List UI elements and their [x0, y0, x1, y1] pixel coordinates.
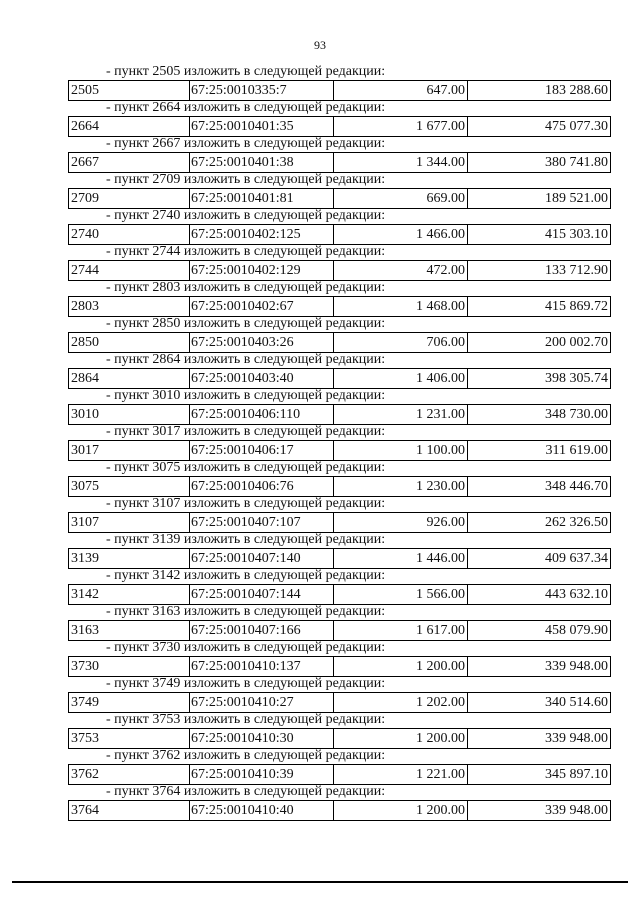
cadastral-number-cell: 67:25:0010401:38 [190, 153, 334, 172]
table-row [68, 692, 611, 713]
amendment-caption: - пункт 3017 изложить в следующей редакции: [106, 424, 386, 439]
cadastral-number-cell: 67:25:0010407:144 [190, 585, 334, 604]
amendment-entry [68, 172, 613, 208]
table-row [68, 116, 611, 137]
item-number-cell: 2744 [69, 261, 190, 280]
cadastral-value-cell: 443 632.10 [545, 587, 608, 602]
amendment-caption: - пункт 2744 изложить в следующей редакции: [106, 244, 386, 259]
cadastral-value-cell: 415 869.72 [545, 299, 608, 314]
cadastral-number-cell: 67:25:0010335:7 [190, 81, 334, 100]
item-number-cell: 2664 [69, 117, 190, 136]
amendment-caption: - пункт 3163 изложить в следующей редакции: [106, 604, 386, 619]
item-number-cell: 3163 [69, 621, 190, 640]
area-cell: 1 200.00 [334, 657, 468, 676]
amendment-caption: - пункт 3753 изложить в следующей редакции: [106, 712, 386, 727]
amendment-caption: - пункт 2803 изложить в следующей редакции: [106, 280, 386, 295]
area-cell: 1 617.00 [334, 621, 468, 640]
cadastral-number-cell: 67:25:0010401:81 [190, 189, 334, 208]
area-cell: 1 466.00 [334, 225, 468, 244]
amendment-caption: - пункт 2667 изложить в следующей редакции: [106, 136, 386, 151]
cadastral-value-cell: 262 326.50 [545, 515, 608, 530]
amendment-entry [68, 280, 613, 316]
table-row [68, 224, 611, 245]
table-row [68, 800, 611, 821]
amendment-entry [68, 316, 613, 352]
cadastral-number-cell: 67:25:0010410:27 [190, 693, 334, 712]
cadastral-value-cell: 339 948.00 [545, 803, 608, 818]
table-row [68, 512, 611, 533]
table-row [68, 296, 611, 317]
table-row [68, 368, 611, 389]
cadastral-number-cell: 67:25:0010401:35 [190, 117, 334, 136]
amendment-entry [68, 424, 613, 460]
cadastral-value-cell: 458 079.90 [545, 623, 608, 638]
cadastral-number-cell: 67:25:0010410:40 [190, 801, 334, 820]
amendment-caption: - пункт 3075 изложить в следующей редакции: [106, 460, 386, 475]
table-row [68, 332, 611, 353]
area-cell: 1 100.00 [334, 441, 468, 460]
item-number-cell: 3010 [69, 405, 190, 424]
page-number: 93 [314, 38, 326, 52]
amendment-entry [68, 604, 613, 640]
cadastral-value-cell: 475 077.30 [545, 119, 608, 134]
cadastral-value-cell: 340 514.60 [545, 695, 608, 710]
cadastral-value-cell: 348 730.00 [545, 407, 608, 422]
item-number-cell: 3107 [69, 513, 190, 532]
item-number-cell: 3139 [69, 549, 190, 568]
table-row [68, 548, 611, 569]
amendment-entry [68, 640, 613, 676]
area-cell: 1 406.00 [334, 369, 468, 388]
amendment-entry [68, 784, 613, 820]
item-number-cell: 3749 [69, 693, 190, 712]
cadastral-value-cell: 348 446.70 [545, 479, 608, 494]
area-cell: 1 446.00 [334, 549, 468, 568]
amendment-entry [68, 388, 613, 424]
item-number-cell: 2850 [69, 333, 190, 352]
amendment-caption: - пункт 2850 изложить в следующей редакции: [106, 316, 386, 331]
area-cell: 1 231.00 [334, 405, 468, 424]
amendment-caption: - пункт 3749 изложить в следующей редакции: [106, 676, 386, 691]
amendment-caption: - пункт 3142 изложить в следующей редакции: [106, 568, 386, 583]
amendment-entry [68, 136, 613, 172]
amendment-caption: - пункт 2864 изложить в следующей редакции: [106, 352, 386, 367]
amendment-entry [68, 64, 613, 100]
amendment-caption: - пункт 2709 изложить в следующей редакции: [106, 172, 386, 187]
cadastral-value-cell: 339 948.00 [545, 659, 608, 674]
cadastral-number-cell: 67:25:0010406:110 [190, 405, 334, 424]
table-row [68, 764, 611, 785]
amendment-caption: - пункт 3730 изложить в следующей редакции: [106, 640, 386, 655]
cadastral-number-cell: 67:25:0010410:30 [190, 729, 334, 748]
amendment-entry [68, 568, 613, 604]
area-cell: 1 344.00 [334, 153, 468, 172]
cadastral-number-cell: 67:25:0010406:17 [190, 441, 334, 460]
area-cell: 1 202.00 [334, 693, 468, 712]
item-number-cell: 2667 [69, 153, 190, 172]
amendment-caption: - пункт 3010 изложить в следующей редакции: [106, 388, 386, 403]
area-cell: 1 200.00 [334, 729, 468, 748]
cadastral-number-cell: 67:25:0010406:76 [190, 477, 334, 496]
amendment-caption: - пункт 3139 изложить в следующей редакции: [106, 532, 386, 547]
area-cell: 1 468.00 [334, 297, 468, 316]
amendment-entry [68, 532, 613, 568]
area-cell: 706.00 [334, 333, 468, 352]
amendment-entry [68, 244, 613, 280]
area-cell: 1 221.00 [334, 765, 468, 784]
cadastral-value-cell: 133 712.90 [545, 263, 608, 278]
item-number-cell: 2709 [69, 189, 190, 208]
cadastral-value-cell: 339 948.00 [545, 731, 608, 746]
table-row [68, 728, 611, 749]
cadastral-number-cell: 67:25:0010403:40 [190, 369, 334, 388]
amendment-caption: - пункт 2740 изложить в следующей редакции: [106, 208, 386, 223]
amendment-entry [68, 496, 613, 532]
cadastral-number-cell: 67:25:0010402:125 [190, 225, 334, 244]
amendment-caption: - пункт 3764 изложить в следующей редакции: [106, 784, 386, 799]
cadastral-value-cell: 398 305.74 [545, 371, 608, 386]
cadastral-number-cell: 67:25:0010410:39 [190, 765, 334, 784]
cadastral-value-cell: 189 521.00 [545, 191, 608, 206]
cadastral-number-cell: 67:25:0010407:107 [190, 513, 334, 532]
cadastral-value-cell: 183 288.60 [545, 83, 608, 98]
item-number-cell: 2864 [69, 369, 190, 388]
amendment-entry [68, 460, 613, 496]
cadastral-number-cell: 67:25:0010410:137 [190, 657, 334, 676]
item-number-cell: 2803 [69, 297, 190, 316]
area-cell: 1 200.00 [334, 801, 468, 820]
table-row [68, 260, 611, 281]
area-cell: 472.00 [334, 261, 468, 280]
cadastral-number-cell: 67:25:0010402:67 [190, 297, 334, 316]
table-row [68, 188, 611, 209]
amendment-entry [68, 208, 613, 244]
area-cell: 1 677.00 [334, 117, 468, 136]
amendment-entry [68, 748, 613, 784]
table-row [68, 404, 611, 425]
table-row [68, 80, 611, 101]
item-number-cell: 3017 [69, 441, 190, 460]
table-row [68, 584, 611, 605]
item-number-cell: 3762 [69, 765, 190, 784]
cadastral-number-cell: 67:25:0010402:129 [190, 261, 334, 280]
amendment-entry [68, 352, 613, 388]
item-number-cell: 3075 [69, 477, 190, 496]
amendment-caption: - пункт 2505 изложить в следующей редакции: [106, 64, 386, 79]
table-row [68, 152, 611, 173]
cadastral-number-cell: 67:25:0010407:140 [190, 549, 334, 568]
cadastral-number-cell: 67:25:0010407:166 [190, 621, 334, 640]
area-cell: 1 566.00 [334, 585, 468, 604]
item-number-cell: 2740 [69, 225, 190, 244]
item-number-cell: 2505 [69, 81, 190, 100]
amendment-caption: - пункт 3107 изложить в следующей редакции: [106, 496, 386, 511]
item-number-cell: 3753 [69, 729, 190, 748]
table-row [68, 476, 611, 497]
cadastral-value-cell: 311 619.00 [545, 443, 608, 458]
table-row [68, 656, 611, 677]
cadastral-value-cell: 345 897.10 [545, 767, 608, 782]
area-cell: 926.00 [334, 513, 468, 532]
table-row [68, 620, 611, 641]
amendment-entry [68, 676, 613, 712]
amendment-caption: - пункт 3762 изложить в следующей редакции: [106, 748, 386, 763]
amendment-caption: - пункт 2664 изложить в следующей редакции: [106, 100, 386, 115]
area-cell: 1 230.00 [334, 477, 468, 496]
amendment-entry [68, 712, 613, 748]
footer-rule [12, 881, 628, 883]
amendment-entry [68, 100, 613, 136]
cadastral-number-cell: 67:25:0010403:26 [190, 333, 334, 352]
table-row [68, 440, 611, 461]
item-number-cell: 3142 [69, 585, 190, 604]
item-number-cell: 3764 [69, 801, 190, 820]
cadastral-value-cell: 409 637.34 [545, 551, 608, 566]
cadastral-value-cell: 415 303.10 [545, 227, 608, 242]
cadastral-value-cell: 380 741.80 [545, 155, 608, 170]
area-cell: 647.00 [334, 81, 468, 100]
amendment-list [68, 64, 613, 820]
area-cell: 669.00 [334, 189, 468, 208]
item-number-cell: 3730 [69, 657, 190, 676]
cadastral-value-cell: 200 002.70 [545, 335, 608, 350]
